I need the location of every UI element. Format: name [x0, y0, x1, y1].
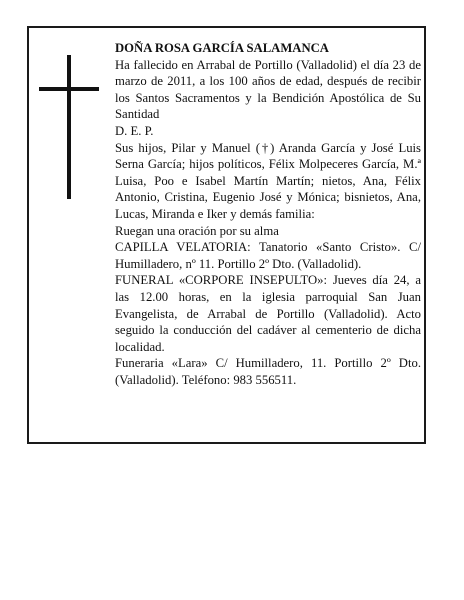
rest-in-peace: D. E. P. — [115, 123, 154, 138]
cross-icon — [39, 55, 99, 199]
obituary-notice — [27, 26, 426, 444]
obituary-text — [115, 40, 421, 388]
chapel-info: CAPILLA VELATORIA: Tanatorio «Santo Cristo». C/ Humilladero, nº 11. Portillo 2º Dto. (Valladolid). — [115, 240, 421, 271]
prayer-request: Ruegan una oración por su alma — [115, 223, 279, 238]
cross-vertical-bar — [67, 55, 71, 199]
cross-horizontal-bar — [39, 87, 99, 91]
deceased-name: DOÑA ROSA GARCÍA SALAMANCA — [115, 41, 329, 55]
funeral-info: FUNERAL «CORPORE INSEPULTO»: Jueves día 24, a las 12.00 horas, en la iglesia parroquial San Juan Evangelista, de Arrabal de Portillo (Valladolid). Acto seguido la conducción del cadáver al cementerio de dicha localidad. — [115, 273, 421, 354]
death-announcement: Ha fallecido en Arrabal de Portillo (Valladolid) el día 23 de marzo de 2011, a los 100 años de edad, después de recibir los Santos Sacramentos y la Bendición Apostólica de Su Santidad — [115, 57, 421, 122]
family-list: Sus hijos, Pilar y Manuel (†) Aranda García y José Luis Serna García; hijos políticos, Félix Molpeceres García, M.ª Luisa, Poo e Isabel Martín Martín; nietos, Ana, Félix Antonio, Cristina, Eugenio José y Mónica; bisnietos, Ana, Lucas, Miranda e Iker y demás familia: — [115, 140, 421, 221]
funeral-home-info: Funeraria «Lara» C/ Humilladero, 11. Portillo 2º Dto. (Valladolid). Teléfono: 983 556511. — [115, 356, 421, 387]
